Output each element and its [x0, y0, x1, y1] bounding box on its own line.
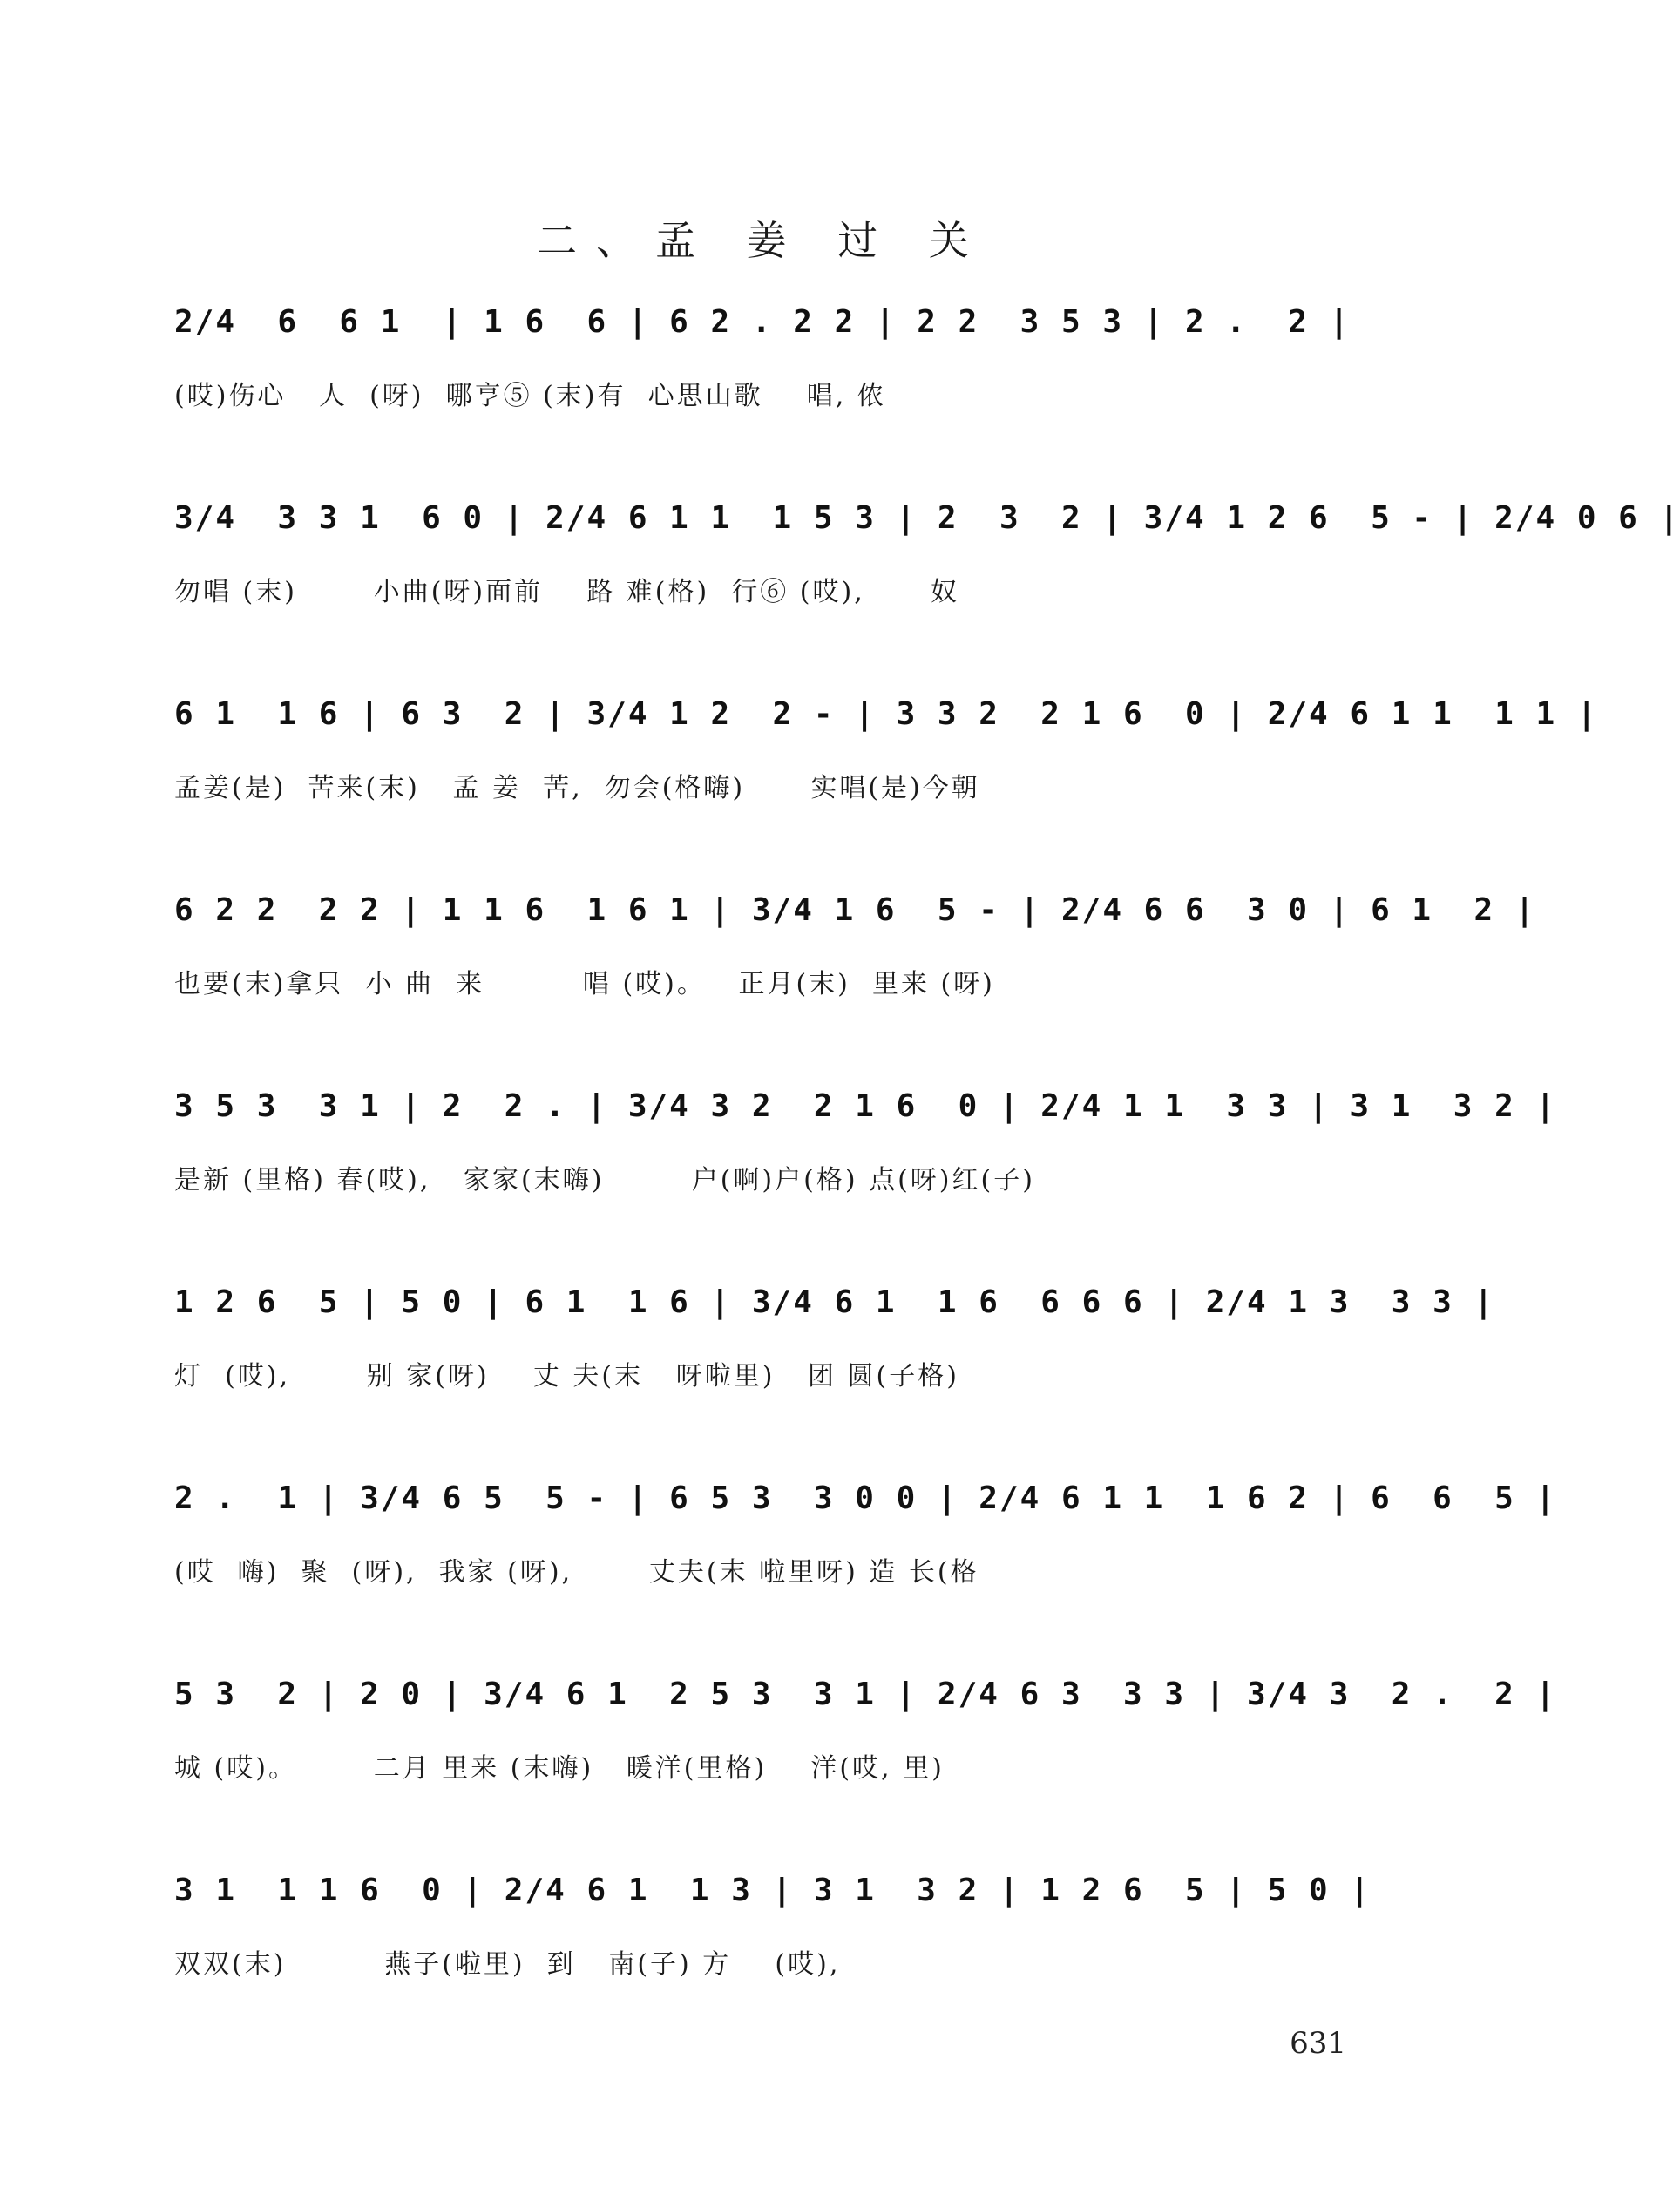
page-title: 二、孟 姜 过 关: [537, 217, 988, 264]
notation-line: 1 2 6 5 | 5 0 | 6 1 1 6 | 3/4 6 1 1 6 6 6 6 | 2/4 1 3 3 3 |: [174, 1284, 1495, 1320]
notation-line: 6 2 2 2 2 | 1 1 6 1 6 1 | 3/4 1 6 5 - | 2/4 6 6 3 0 | 6 1 2 |: [174, 892, 1536, 928]
score-system: [174, 1660, 1557, 1808]
score-system: [174, 288, 1351, 436]
score-system: [174, 1856, 1372, 2004]
notation-line: 3/4 3 3 1 6 0 | 2/4 6 1 1 1 5 3 | 2 3 2 | 3/4 1 2 6 5 - | 2/4 0 6 |: [174, 500, 1680, 536]
notation-line: 2/4 6 6 1 | 1 6 6 | 6 2 . 2 2 | 2 2 3 5 3 | 2 . 2 |: [174, 304, 1351, 340]
notation-line: 6 1 1 6 | 6 3 2 | 3/4 1 2 2 - | 3 3 2 2 1 6 0 | 2/4 6 1 1 1 1 |: [174, 696, 1598, 732]
page-number: 631: [1290, 2026, 1346, 2061]
lyric-line: 也要(末)拿只 小 曲 来 唱 (哎)。 正月(末) 里来 (呀): [174, 969, 995, 999]
notation-line: 3 1 1 1 6 0 | 2/4 6 1 1 3 | 3 1 3 2 | 1 2 6 5 | 5 0 |: [174, 1873, 1372, 1908]
lyric-line: (哎 嗨) 聚 (呀), 我家 (呀), 丈夫(末 啦里呀) 造 长(格: [174, 1557, 979, 1588]
lyric-line: 孟姜(是) 苦来(末) 孟 姜 苦, 勿会(格嗨) 实唱(是)今朝: [174, 773, 980, 803]
score-system: [174, 876, 1536, 1024]
lyric-line: 灯 (哎), 别 家(呀) 丈 夫(末 呀啦里) 团 圆(子格): [174, 1361, 959, 1392]
lyric-line: 双双(末) 燕子(啦里) 到 南(子) 方 (哎),: [174, 1949, 841, 1980]
lyric-line: 勿唱 (末) 小曲(呀)面前 路 难(格) 行⑥ (哎), 奴: [174, 577, 959, 607]
lyric-line: (哎)伤心 人 (呀) 哪亨⑤ (末)有 心思山歌 唱, 侬: [174, 381, 886, 411]
score-system: [174, 680, 1598, 828]
score-system: [174, 484, 1680, 632]
score-system: [174, 1072, 1557, 1220]
lyric-line: 城 (哎)。 二月 里来 (末嗨) 暖洋(里格) 洋(哎, 里): [174, 1753, 945, 1784]
score-system: [174, 1464, 1557, 1612]
notation-line: 2 . 1 | 3/4 6 5 5 - | 6 5 3 3 0 0 | 2/4 6 1 1 1 6 2 | 6 6 5 |: [174, 1480, 1557, 1516]
lyric-line: 是新 (里格) 春(哎), 家家(末嗨) 户(啊)户(格) 点(呀)红(子): [174, 1165, 1035, 1196]
notation-line: 5 3 2 | 2 0 | 3/4 6 1 2 5 3 3 1 | 2/4 6 3 3 3 | 3/4 3 2 . 2 |: [174, 1677, 1557, 1712]
notation-line: 3 5 3 3 1 | 2 2 . | 3/4 3 2 2 1 6 0 | 2/4 1 1 3 3 | 3 1 3 2 |: [174, 1088, 1557, 1124]
score-system: [174, 1268, 1495, 1416]
